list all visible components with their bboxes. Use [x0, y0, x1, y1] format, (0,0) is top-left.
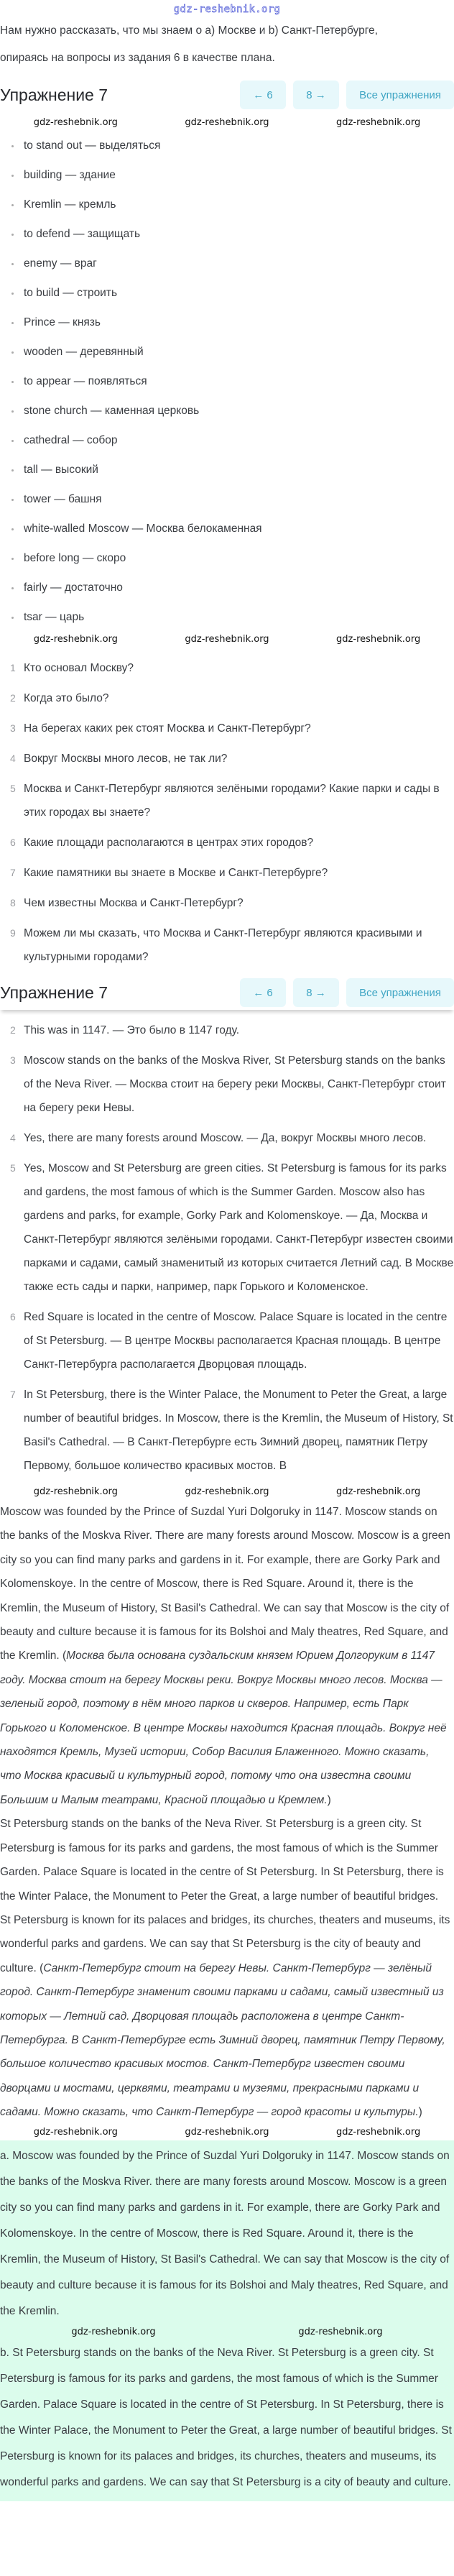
vocab-section: [0, 131, 454, 632]
vocab-item: [0, 426, 454, 455]
vocab-item: [0, 455, 454, 484]
vocab-text: tower — башня: [24, 493, 102, 505]
item-text: In St Petersburg, there is the Winter Palace, the Monument to Peter the Great, a large number of beautiful bridges. In Moscow, there is the Kremlin, the Museum of History, St Basil's Cathedral. — В Санкт-Петербурге есть Зимний дворец, памятник Петру Первому, большое количество красивых мостов. В: [24, 1389, 453, 1472]
item-number: 5: [10, 1162, 16, 1174]
question-item: [0, 831, 454, 855]
all-exercises-button[interactable]: Все упражнения: [346, 978, 454, 1007]
vocab-item: [0, 308, 454, 337]
questions-section: [0, 656, 454, 969]
essay-text: [0, 1500, 454, 2125]
item-text: Чем известны Москва и Санкт-Петербург?: [24, 897, 244, 909]
item-number: 4: [10, 1132, 16, 1144]
answer-item: [0, 1018, 454, 1042]
item-number: 6: [10, 837, 16, 848]
vocab-item: [0, 160, 454, 190]
bullet-icon: [11, 263, 14, 265]
item-number: 4: [10, 753, 16, 764]
bullet-icon: [11, 587, 14, 589]
answers-list: [0, 1018, 454, 1478]
intro-line: Нам нужно рассказать, что мы знаем о а) Москве и b) Санкт-Петербурге,: [0, 24, 378, 37]
item-number: 3: [10, 1054, 16, 1066]
vocab-text: white-walled Moscow — Москва белокаменная: [24, 523, 262, 535]
vocab-text: to defend — защищать: [24, 228, 141, 240]
item-number: 7: [10, 867, 16, 878]
vocab-item: [0, 396, 454, 426]
essay-spb-ru: Санкт-Петербург стоит на берегу Невы. Санкт-Петербург — зелёный город. Санкт-Петербург знаменит своими парками и садами, самый известный из которых — Летний сад. Дворцовая площадь расположена в центре Санкт-Петербурга. В Санкт-Петербурге есть Зимний дворец, памятник Петру Первому, большое количество красивых мостов. Санкт-Петербург известен своими дворцами и мостами, церквями, театрами и музеями, прекрасными парками и садами. Можно сказать, что Санкт-Петербург — город красоты и культуры.: [0, 1961, 445, 2119]
item-number: 7: [10, 1389, 16, 1400]
vocab-item: [0, 484, 454, 514]
item-number: 6: [10, 1311, 16, 1322]
paren: ): [418, 2106, 422, 2119]
bullet-icon: [11, 145, 14, 147]
vocab-text: building — здание: [24, 169, 116, 181]
bullet-icon: [11, 322, 14, 324]
bullet-icon: [11, 410, 14, 413]
watermark-row: [0, 2125, 454, 2140]
vocab-item: [0, 602, 454, 632]
intro-line: опираясь на вопросы из задания 6 в качестве плана.: [0, 52, 275, 64]
vocab-text: to appear — появляться: [24, 375, 147, 387]
item-text: Red Square is located in the centre of Moscow. Palace Square is located in the centre of St Petersburg. — В центре Москвы располагается Красная площадь. В центре Санкт-Петербурга располагается Дворцовая площадь.: [24, 1311, 448, 1371]
bullet-icon: [11, 175, 14, 177]
answer-item: [0, 1383, 454, 1478]
item-text: Можем ли мы сказать, что Москва и Санкт-Петербург являются красивыми и культурными городами?: [24, 927, 422, 963]
final-answer-box: [0, 2140, 454, 2501]
item-number: 2: [10, 1024, 16, 1036]
watermark-text: gdz-reshebnik.org: [336, 2126, 421, 2138]
prev-exercise-button[interactable]: ← 6: [240, 80, 286, 109]
watermark-text: gdz-reshebnik.org: [185, 117, 269, 128]
answer-item: [0, 1126, 454, 1150]
watermark-row: [0, 632, 454, 648]
question-item: [0, 921, 454, 969]
item-text: Вокруг Москвы много лесов, не так ли?: [24, 753, 228, 765]
bullet-icon: [11, 469, 14, 472]
vocab-text: fairly — достаточно: [24, 581, 123, 594]
answer-item: [0, 1049, 454, 1120]
vocab-text: Kremlin — кремль: [24, 198, 116, 211]
question-item: [0, 747, 454, 770]
vocab-text: Prince — князь: [24, 316, 101, 328]
intro-text: [0, 17, 454, 72]
item-text: На берегах каких рек стоят Москва и Санкт-Петербург?: [24, 722, 311, 735]
vocab-item: [0, 219, 454, 249]
watermark-text: gdz-reshebnik.org: [185, 634, 269, 645]
vocab-text: tsar — царь: [24, 611, 85, 623]
watermark-text: gdz-reshebnik.org: [33, 117, 118, 128]
question-item: [0, 861, 454, 885]
vocab-list: [0, 131, 454, 632]
watermark-text: gdz-reshebnik.org: [185, 2126, 269, 2138]
item-number: 5: [10, 783, 16, 794]
paren: ): [327, 1793, 331, 1806]
question-item: [0, 891, 454, 915]
watermark-row: [0, 2324, 454, 2340]
watermark-text: gdz-reshebnik.org: [185, 1486, 269, 1497]
vocab-item: [0, 514, 454, 543]
answers-section: [0, 1018, 454, 1478]
item-text: Какие памятники вы знаете в Москве и Санкт-Петербурге?: [24, 867, 328, 879]
next-exercise-button[interactable]: 8 →: [293, 978, 339, 1007]
item-text: Yes, there are many forests around Moscow. — Да, вокруг Москвы много лесов.: [24, 1132, 427, 1144]
prev-exercise-button[interactable]: ← 6: [240, 978, 286, 1007]
page-title: Упражнение 7: [0, 983, 108, 1002]
bullet-icon: [11, 528, 14, 530]
watermark-text: gdz-reshebnik.org: [298, 2326, 383, 2337]
bullet-icon: [11, 499, 14, 501]
item-text: Кто основал Москву?: [24, 662, 134, 674]
next-exercise-button[interactable]: 8 →: [293, 80, 339, 109]
vocab-text: stone church — каменная церковь: [24, 405, 200, 417]
essay-spb: [0, 1812, 451, 2124]
item-text: Yes, Moscow and St Petersburg are green cities. St Petersburg is famous for its parks and gardens, the most famous of which is the Summer Garden. Moscow also has gardens and parks, for example, Gorky Park and Kolomenskoye. — Да, Москва и Санкт-Петербург являются зелёными городами. Санкт-Петербург известен своими парками и садами, самый знаменитый из которых считается Летний сад. В Москве также есть сады и парки, например, парк Горького и Коломенское.: [24, 1162, 454, 1293]
essay-moscow-ru: Москва была основана суздальским князем Юрием Долгоруким в 1147 году. Москва стоит на берегу Москвы реки. Вокруг Москвы много лесов. Москва — зеленый город, поэтому в нём много парков и скверов. Например, есть Парк Горького и Коломенское. В центре Москвы находится Красная площадь. Вокруг неё находятся Кремль, Музей истории, Собор Василия Блаженного. Можно сказать, что Москва красивый и культурный город, потому что она известна своими Большим и Малым театрами, Красной площадью и Кремлем.: [0, 1650, 447, 1806]
vocab-item: [0, 249, 454, 278]
watermark-text: gdz-reshebnik.org: [336, 1486, 421, 1497]
page-title: Упражнение 7: [0, 85, 108, 104]
final-answer-b: b. St Petersburg stands on the banks of the Neva River. St Petersburg is a green city. St Petersburg is famous for its parks and gardens, the most famous of which is the Summer Garden. Palace Square is located in the centre of St Petersburg. In St Petersburg, there is the Winter Palace, the Monument to Peter the Great, a large number of beautiful bridges. St Petersburg is known for its palaces and bridges, its churches, theaters and museums, its wonderful parks and gardens. We can say that St Petersburg is a city of beauty and culture.: [0, 2346, 452, 2488]
exercise-header-sticky: [0, 975, 454, 1010]
watermark-row: [0, 115, 454, 131]
vocab-item: [0, 337, 454, 367]
vocab-text: to stand out — выделяться: [24, 139, 161, 152]
question-item: [0, 656, 454, 680]
watermark-row: [0, 1484, 454, 1500]
essay-moscow-en: Moscow was founded by the Prince of Suzdal Yuri Dolgoruky in 1147. Moscow stands on the banks of the Moskva River. There are many forests around Moscow. Moscow is a green city so you can find many parks and gardens in it. For example, there are Gorky Park and Kolomenskoye. In the centre of Moscow, there is Red Square. Around it, there is the Kremlin, the Museum of History, St Basil's Cathedral. We can say that Moscow is the city of beauty and culture because it is famous for its Bolshoi and Maly theatres, Red Square, and the Kremlin. (: [0, 1506, 450, 1662]
question-item: [0, 686, 454, 710]
bullet-icon: [11, 617, 14, 619]
answer-item: [0, 1156, 454, 1299]
bullet-icon: [11, 351, 14, 354]
bullet-icon: [11, 381, 14, 383]
questions-list: [0, 656, 454, 969]
vocab-text: before long — скоро: [24, 552, 126, 564]
item-text: This was in 1147. — Это было в 1147 году.: [24, 1024, 240, 1036]
item-number: 9: [10, 927, 16, 939]
vocab-text: to build — строить: [24, 287, 118, 299]
item-text: Какие площади располагаются в центрах этих городов?: [24, 837, 314, 849]
question-item: [0, 777, 454, 824]
bullet-icon: [11, 558, 14, 560]
item-number: 8: [10, 897, 16, 908]
bullet-icon: [11, 440, 14, 442]
item-text: Москва и Санкт-Петербург являются зелёными городами? Какие парки и сады в этих городах вы знаете?: [24, 783, 440, 819]
item-text: Moscow stands on the banks of the Moskva River, St Petersburg stands on the banks of the Neva River. — Москва стоит на берегу реки Москвы, Санкт-Петербург стоит на берегу реки Невы.: [24, 1054, 446, 1114]
vocab-text: cathedral — собор: [24, 434, 118, 446]
item-text: Когда это было?: [24, 692, 109, 704]
watermark-text: gdz-reshebnik.org: [33, 634, 118, 645]
final-answer-a: a. Moscow was founded by the Prince of Suzdal Yuri Dolgoruky in 1147. Moscow stands on the banks of the Moskva River. there are many forests around Moscow. Moscow is a green city so you can find many parks and gardens in it. For example, there are Gorky Park and Kolomenskoye. In the centre of Moscow, there is Red Square. Around it, there is the Kremlin, the Museum of History, St Basil's Cathedral. We can say that Moscow is the city of beauty and culture because it is famous for its Bolshoi and Maly theatres, Red Square, and the Kremlin.: [0, 2149, 450, 2317]
vocab-item: [0, 573, 454, 602]
vocab-text: wooden — деревянный: [24, 346, 144, 358]
site-logo[interactable]: gdz-reshebnik.org: [173, 4, 281, 15]
essay-moscow: [0, 1500, 451, 1812]
vocab-item: [0, 543, 454, 573]
watermark-text: gdz-reshebnik.org: [71, 2326, 156, 2337]
watermark-text: gdz-reshebnik.org: [336, 634, 421, 645]
vocab-item: [0, 190, 454, 219]
item-number: 2: [10, 692, 16, 704]
vocab-item: [0, 131, 454, 160]
vocab-text: enemy — враг: [24, 257, 97, 270]
vocab-text: tall — высокий: [24, 464, 98, 476]
watermark-text: gdz-reshebnik.org: [336, 117, 421, 128]
watermark-text: gdz-reshebnik.org: [33, 1486, 118, 1497]
item-number: 3: [10, 722, 16, 734]
bullet-icon: [11, 204, 14, 206]
bullet-icon: [11, 234, 14, 236]
question-item: [0, 717, 454, 740]
essay-spb-en: St Petersburg stands on the banks of the Neva River. St Petersburg is a green city. St Petersburg is famous for its parks and gardens, the most famous of which is the Summer Garden. Palace Square is located in the centre of St Petersburg. In St Petersburg, there is the Winter Palace, the Monument to Peter the Great, a large number of beautiful bridges. St Petersburg is known for its palaces and bridges, its churches, theaters and museums, its wonderful parks and gardens. We can say that St Petersburg is the city of beauty and culture. (: [0, 1818, 450, 1974]
vocab-item: [0, 367, 454, 396]
item-number: 1: [10, 662, 16, 673]
vocab-item: [0, 278, 454, 308]
watermark-text: gdz-reshebnik.org: [33, 2126, 118, 2138]
answer-item: [0, 1305, 454, 1376]
exercise-header: [0, 78, 454, 112]
all-exercises-button[interactable]: Все упражнения: [346, 80, 454, 109]
bullet-icon: [11, 293, 14, 295]
